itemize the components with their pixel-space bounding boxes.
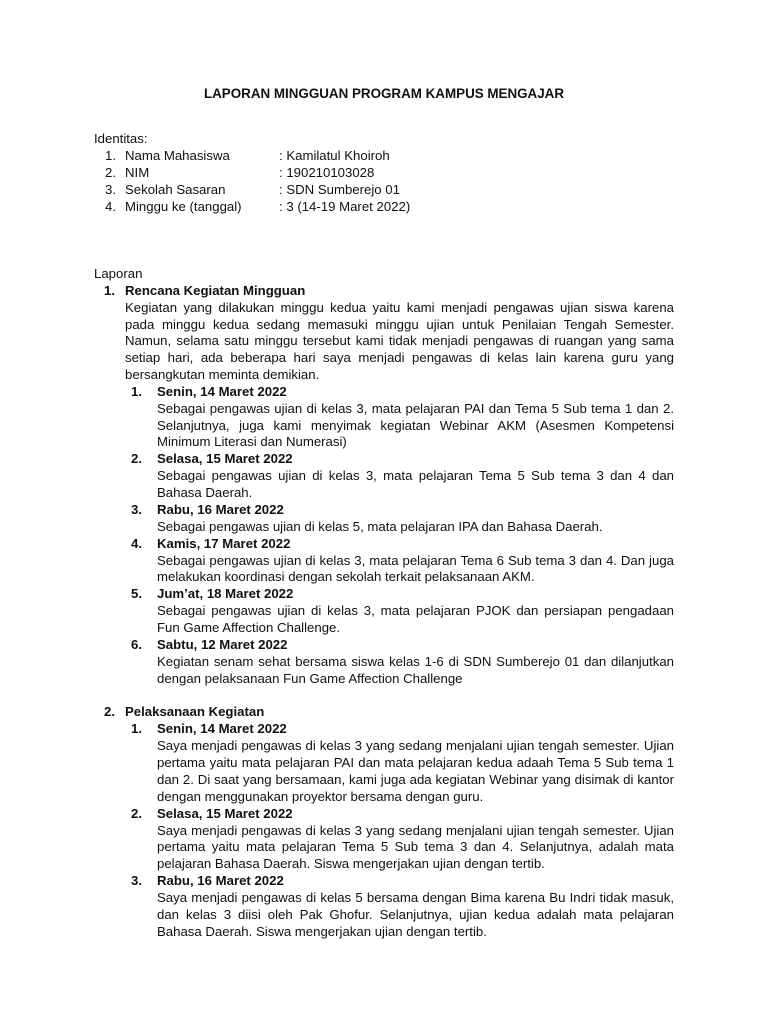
item-label: Selasa, 15 Maret 2022: [157, 805, 293, 821]
identitas-row-minggu: [94, 199, 674, 216]
list-item: [125, 384, 674, 451]
item-number: 1.: [131, 721, 142, 737]
item-label: Jum’at, 18 Maret 2022: [157, 586, 294, 602]
list-item: [125, 873, 674, 940]
item-heading: [125, 806, 674, 823]
item-body: Sebagai pengawas ujian di kelas 5, mata pelajaran IPA dan Bahasa Daerah.: [157, 518, 603, 534]
list-item: [125, 806, 674, 873]
section-intro: Kegiatan yang dilakukan minggu kedua yaitu kami menjadi pengawas ujian siswa karena pada minggu kedua sedang memasuki minggu ujian untuk Penilaian Tengah Semester. Namun, selama satu minggu tersebut kami tidak menjadi pengawas di ruangan yang sama setiap hari, ada beberapa hari saya menjadi pengawas di kelas lain karena guru yang bersangkutan meminta demikian.: [125, 299, 674, 382]
row-key: Nama Mahasiswa: [125, 147, 230, 163]
item-number: 5.: [131, 586, 142, 602]
list-item: [125, 586, 674, 637]
row-value: : Kamilatul Khoiroh: [279, 147, 390, 163]
laporan-section: [94, 266, 674, 940]
item-label: Sabtu, 12 Maret 2022: [157, 636, 288, 652]
item-body: Saya menjadi pengawas di kelas 5 bersama dengan Bima karena Bu Indri tidak masuk, dan kelas 3 diisi oleh Pak Ghofur. Selanjutnya, ujian kedua adalah mata pelajaran Bahasa Daerah. Siswa mengerjakan ujian dengan tertib.: [157, 889, 674, 939]
item-heading: [125, 637, 674, 654]
item-label: Selasa, 15 Maret 2022: [157, 451, 293, 467]
item-number: 6.: [131, 636, 142, 652]
item-heading: [125, 451, 674, 468]
item-body: Kegiatan senam sehat bersama siswa kelas 1-6 di SDN Sumberejo 01 dan dilanjutkan dengan pelaksanaan Fun Game Affection Challenge: [157, 653, 674, 686]
section-heading: [94, 704, 674, 721]
item-number: 2.: [131, 805, 142, 821]
row-value: : 190210103028: [279, 164, 375, 180]
row-number: 2.: [105, 164, 116, 180]
document-title: LAPORAN MINGGUAN PROGRAM KAMPUS MENGAJAR: [203, 86, 565, 101]
item-heading: [125, 586, 674, 603]
item-body: Saya menjadi pengawas di kelas 3 yang sedang menjalani ujian tengah semester. Ujian pertama yaitu mata pelajaran Tema 5 Sub tema 3 dan 4. Selanjutnya, adalah mata pelajaran Bahasa Daerah. Siswa mengerjakan ujian dengan tertib.: [157, 822, 674, 872]
item-label: Rabu, 16 Maret 2022: [157, 501, 284, 517]
section-heading: [94, 283, 674, 300]
section-number: 2.: [104, 704, 115, 720]
identitas-row-nama: [94, 148, 674, 165]
list-item: [125, 637, 674, 688]
row-key: NIM: [125, 164, 150, 180]
row-number: 4.: [105, 198, 116, 214]
row-key: Sekolah Sasaran: [125, 181, 226, 197]
item-number: 2.: [131, 451, 142, 467]
item-number: 4.: [131, 535, 142, 551]
identitas-row-sekolah: [94, 182, 674, 199]
identitas-row-nim: [94, 165, 674, 182]
row-number: 3.: [105, 181, 116, 197]
identitas-section: [94, 131, 674, 216]
section-pelaksanaan-kegiatan: [94, 704, 674, 940]
list-item: [125, 502, 674, 536]
item-body: Sebagai pengawas ujian di kelas 3, mata pelajaran PJOK dan persiapan pengadaan Fun Game Affection Challenge.: [157, 603, 674, 635]
section-spacer: [94, 687, 674, 704]
item-body: Saya menjadi pengawas di kelas 3 yang sedang menjalani ujian tengah semester. Ujian pertama yaitu mata pelajaran PAI dan mata pelajaran kedua adaah Tema 5 Sub tema 1 dan 2. Di saat yang bersamaan, kami juga ada kegiatan Webinar yang disimak di kantor dengan menggunakan proyektor bersama dengan guru.: [157, 738, 674, 804]
item-body: Sebagai pengawas ujian di kelas 3, mata pelajaran Tema 5 Sub tema 3 dan 4 dan Bahasa Daerah.: [157, 468, 674, 500]
item-heading: [125, 384, 674, 401]
item-body: Sebagai pengawas ujian di kelas 3, mata pelajaran Tema 6 Sub tema 3 dan 4. Dan juga melakukan koordinasi dengan sekolah terkait pelaksanaan AKM.: [157, 552, 674, 585]
item-label: Senin, 14 Maret 2022: [157, 721, 287, 737]
item-heading: [125, 721, 674, 738]
row-value: : SDN Sumberejo 01: [279, 181, 400, 197]
list-item: [125, 721, 674, 805]
item-number: 3.: [131, 501, 142, 517]
identitas-heading: Identitas:: [94, 131, 148, 146]
list-item: [125, 451, 674, 502]
item-heading: [125, 536, 674, 553]
section-label: Rencana Kegiatan Mingguan: [125, 282, 306, 298]
row-value: : 3 (14-19 Maret 2022): [279, 198, 411, 214]
row-key: Minggu ke (tanggal): [125, 198, 242, 214]
section-label: Pelaksanaan Kegiatan: [125, 704, 265, 720]
item-label: Senin, 14 Maret 2022: [157, 383, 287, 399]
row-number: 1.: [105, 147, 116, 163]
item-heading: [125, 502, 674, 519]
laporan-heading: Laporan: [94, 266, 143, 281]
list-item: [125, 536, 674, 587]
item-number: 3.: [131, 872, 142, 888]
item-label: Rabu, 16 Maret 2022: [157, 872, 284, 888]
item-label: Kamis, 17 Maret 2022: [157, 535, 291, 551]
item-body: Sebagai pengawas ujian di kelas 3, mata pelajaran PAI dan Tema 5 Sub tema 1 dan 2. Selanjutnya, juga kami menyimak kegiatan Webinar AKM (Asesmen Kompetensi Minimum Literasi dan Numerasi): [157, 400, 674, 450]
item-number: 1.: [131, 383, 142, 399]
section-rencana-kegiatan: [94, 283, 674, 688]
item-heading: [125, 873, 674, 890]
section-number: 1.: [104, 282, 115, 298]
